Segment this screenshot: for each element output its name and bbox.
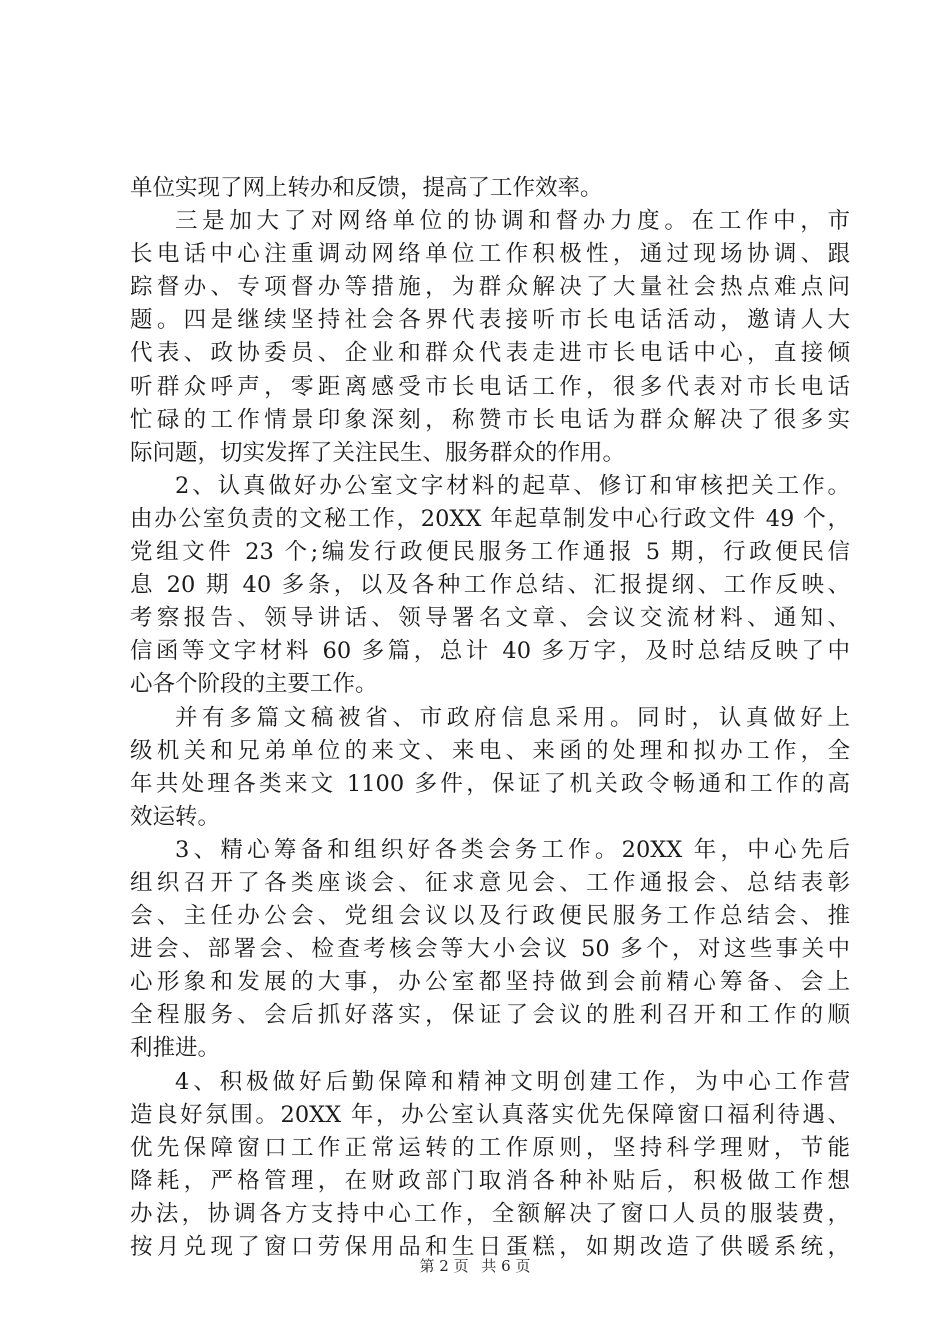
text-line: 际问题，切实发挥了关注民生、服务群众的作用。 xyxy=(130,439,626,466)
text-line: 题。四是继续坚持社会各界代表接听市长电话活动，邀请人大 xyxy=(130,307,850,334)
text-line: 年共处理各类来文 1100 多件，保证了机关政令畅通和工作的高 xyxy=(130,770,850,797)
text-line: 三是加大了对网络单位的协调和督办力度。在工作中，市 xyxy=(175,208,850,235)
text-line: 心形象和发展的大事，办公室都坚持做到会前精心筹备、会上 xyxy=(130,969,850,996)
text-line: 心各个阶段的主要工作。 xyxy=(130,671,378,698)
text-line: 息 20 期 40 多条，以及各种工作总结、汇报提纲、工作反映、 xyxy=(130,572,850,599)
text-line: 长电话中心注重调动网络单位工作积极性，通过现场协调、跟 xyxy=(130,241,850,268)
text-line: 效运转。 xyxy=(130,803,221,830)
text-line: 由办公室负责的文秘工作，20XX 年起草制发中心行政文件 49 个， xyxy=(130,505,850,532)
text-line: 办法，协调各方支持中心工作，全额解决了窗口人员的服装费， xyxy=(130,1200,850,1227)
text-line: 党组文件 23 个;编发行政便民服务工作通报 5 期，行政便民信 xyxy=(130,539,850,566)
page-total: 共 6 页 xyxy=(481,1257,531,1275)
text-line: 信函等文字材料 60 多篇，总计 40 多万字，及时总结反映了中 xyxy=(130,638,850,665)
text-line: 踪督办、专项督办等措施，为群众解决了大量社会热点难点问 xyxy=(130,274,850,301)
text-line: 考察报告、领导讲话、领导署名文章、会议交流材料、通知、 xyxy=(130,605,850,632)
text-line: 降耗，严格管理，在财政部门取消各种补贴后，积极做工作想 xyxy=(130,1167,850,1194)
text-line: 优先保障窗口工作正常运转的工作原则，坚持科学理财，节能 xyxy=(130,1134,850,1161)
text-line: 忙碌的工作情景印象深刻，称赞市长电话为群众解决了很多实 xyxy=(130,406,850,433)
document-body xyxy=(130,172,850,1264)
text-line: 单位实现了网上转办和反馈，提高了工作效率。 xyxy=(130,175,603,201)
text-line: 全程服务、会后抓好落实，保证了会议的胜利召开和工作的顺 xyxy=(130,1002,850,1029)
text-line: 并有多篇文稿被省、市政府信息采用。同时，认真做好上 xyxy=(175,704,850,731)
text-line: 造良好氛围。20XX 年，办公室认真落实优先保障窗口福利待遇、 xyxy=(130,1101,850,1128)
page-number: 第 2 页 xyxy=(419,1257,469,1275)
page-footer xyxy=(0,1255,950,1276)
text-line: 会、主任办公会、党组会议以及行政便民服务工作总结会、推 xyxy=(130,903,850,930)
text-line: 2、认真做好办公室文字材料的起草、修订和审核把关工作。 xyxy=(175,472,850,499)
text-line: 按月兑现了窗口劳保用品和生日蛋糕，如期改造了供暖系统， xyxy=(130,1234,850,1260)
text-line: 代表、政协委员、企业和群众代表走进市长电话中心，直接倾 xyxy=(130,340,850,367)
text-line: 3、精心筹备和组织好各类会务工作。20XX 年，中心先后 xyxy=(175,836,850,863)
text-line: 利推进。 xyxy=(130,1035,221,1062)
text-line: 听群众呼声，零距离感受市长电话工作，很多代表对市长电话 xyxy=(130,373,850,400)
text-line: 4、积极做好后勤保障和精神文明创建工作，为中心工作营 xyxy=(175,1068,850,1095)
text-line: 组织召开了各类座谈会、征求意见会、工作通报会、总结表彰 xyxy=(130,869,850,896)
text-line: 进会、部署会、检查考核会等大小会议 50 多个，对这些事关中 xyxy=(130,936,850,963)
text-line: 级机关和兄弟单位的来文、来电、来函的处理和拟办工作，全 xyxy=(130,737,850,764)
